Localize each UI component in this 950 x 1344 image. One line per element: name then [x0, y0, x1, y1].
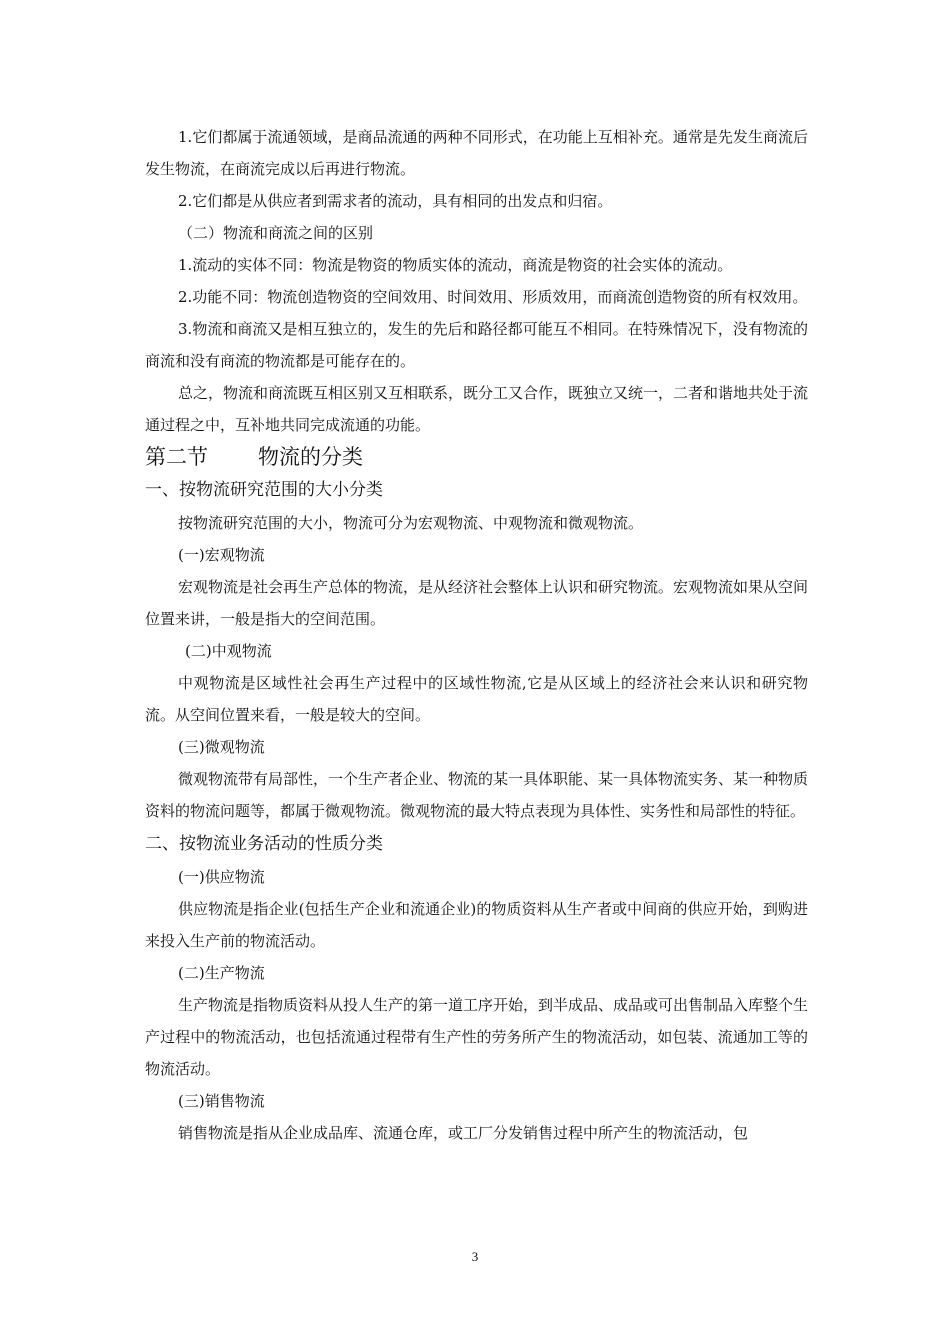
subheading: (二)生产物流: [178, 964, 265, 982]
subheading: (一)供应物流: [178, 868, 265, 886]
section-number: 第二节: [145, 445, 208, 469]
paragraph: 生产物流是指物质资料从投人生产的第一道工序开始，到半成品、成品或可出售制品入库整个生产过程中的物流活动，也包括流通过程带有生产性的劳务所产生的物流活动，如包装、流通加工等的物流活动。: [145, 996, 809, 1078]
heading-part2: 二、按物流业务活动的性质分类: [145, 834, 383, 854]
subheading: (二)中观物流: [185, 642, 272, 660]
paragraph: 按物流研究范围的大小，物流可分为宏观物流、中观物流和微观物流。: [178, 514, 644, 532]
paragraph: 2.它们都是从供应者到需求者的流动，具有相同的出发点和归宿。: [178, 192, 613, 210]
paragraph: 总之，物流和商流既互相区别又互相联系，既分工又合作，既独立又统一，二者和谐地共处于流通过程之中，互补地共同完成流通的功能。: [145, 384, 809, 434]
paragraph: 微观物流带有局部性，一个生产者企业、物流的某一具体职能、某一具体物流实务、某一种物质资料的物流问题等，都属于微观物流。微观物流的最大特点表现为具体性、实务性和局部性的特征。: [145, 770, 809, 820]
paragraph: 供应物流是指企业(包括生产企业和流通企业)的物质资料从生产者或中间商的供应开始，到购进来投入生产前的物流活动。: [145, 900, 808, 950]
paragraph: 1.它们都属于流通领域，是商品流通的两种不同形式，在功能上互相补充。通常是先发生商流后发生物流，在商流完成以后再进行物流。: [145, 128, 808, 178]
page-content: [145, 121, 808, 1149]
paragraph: 2.功能不同：物流创造物资的空间效用、时间效用、形质效用，而商流创造物资的所有权效用。: [178, 288, 808, 306]
paragraph: 销售物流是指从企业成品库、流通仓库，或工厂分发销售过程中所产生的物流活动，包: [178, 1124, 749, 1142]
section-title: [145, 441, 808, 473]
paragraph: 宏观物流是社会再生产总体的物流，是从经济社会整体上认识和研究物流。宏观物流如果从空间位置来讲，一般是指大的空间范围。: [145, 578, 809, 628]
subheading: （二）物流和商流之间的区别: [178, 224, 374, 242]
subheading: (一)宏观物流: [178, 546, 265, 564]
paragraph: 1.流动的实体不同：物流是物资的物质实体的流动，商流是物资的社会实体的流动。: [178, 256, 733, 274]
paragraph: 中观物流是区域性社会再生产过程中的区域性物流,它是从区域上的经济社会来认识和研究物流。从空间位置来看，一般是较大的空间。: [145, 674, 808, 724]
heading-part1: 一、按物流研究范围的大小分类: [145, 480, 383, 500]
subheading: (三)销售物流: [178, 1092, 265, 1110]
subheading: (三)微观物流: [178, 738, 265, 756]
page-number: 3: [471, 1249, 479, 1264]
section-name: 物流的分类: [258, 445, 363, 469]
paragraph: 3.物流和商流又是相互独立的，发生的先后和路径都可能互不相同。在特殊情况下，没有物流的商流和没有商流的物流都是可能存在的。: [145, 320, 808, 370]
